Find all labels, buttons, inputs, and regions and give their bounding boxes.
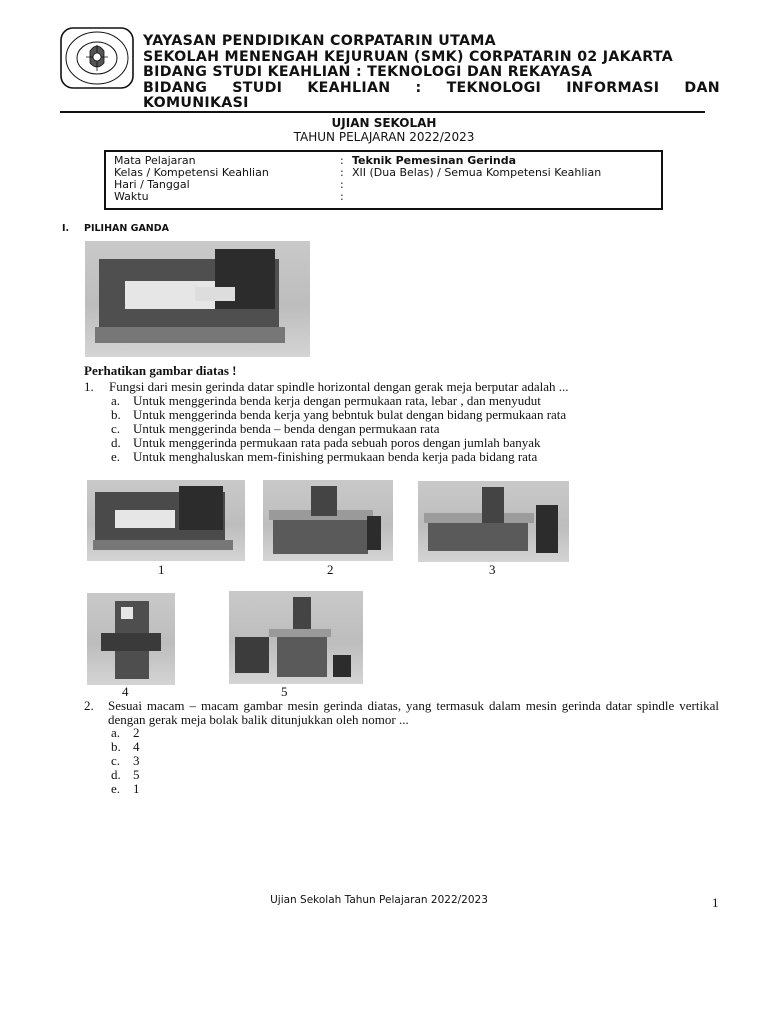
header-divider	[60, 111, 705, 113]
grinding-machine-photo-2	[263, 480, 393, 561]
question-2-number: 2.	[84, 698, 94, 713]
option-text: 4	[133, 739, 140, 754]
question-number: 1.	[84, 379, 94, 394]
option-text: Untuk menggerinda permukaan rata pada sebuah poros dengan jumlah banyak	[133, 435, 541, 450]
page-footer: Ujian Sekolah Tahun Pelajaran 2022/2023	[270, 894, 488, 906]
option-key: b.	[111, 739, 121, 754]
option-key: c.	[111, 421, 121, 436]
instruction-text: Perhatikan gambar diatas !	[84, 363, 237, 378]
header-word: INFORMASI	[566, 79, 660, 96]
option-text: 3	[133, 753, 140, 768]
option-key: d.	[111, 435, 121, 450]
question-2-text: Sesuai macam – macam gambar mesin gerinda diatas, yang termasuk dalam mesin gerinda datar spindle vertikal dengan gerak meja bolak balik ditunjukkan oleh nomor ...	[108, 698, 719, 728]
option-key: e.	[111, 449, 121, 464]
option-key: b.	[111, 407, 121, 422]
school-logo	[60, 27, 134, 89]
info-label: Hari / Tanggal	[114, 178, 190, 191]
option-text: 1	[133, 781, 140, 796]
image-number: 4	[122, 684, 129, 699]
section-heading	[62, 223, 169, 234]
info-colon: :	[340, 154, 344, 167]
grinding-machine-photo-main	[85, 241, 310, 357]
info-colon: :	[340, 166, 344, 179]
grinding-machine-photo-3	[418, 481, 569, 562]
option-text: 5	[133, 767, 140, 782]
header-line-school: SEKOLAH MENENGAH KEJURUAN (SMK) CORPATARIN 02 JAKARTA	[143, 48, 673, 65]
image-number: 1	[158, 562, 165, 577]
option-text: Untuk menggerinda benda kerja dengan permukaan rata, lebar , dan menyudut	[133, 393, 541, 408]
option-text: Untuk menggerinda benda – benda dengan permukaan rata	[133, 421, 440, 436]
info-label: Mata Pelajaran	[114, 154, 196, 167]
option-text: Untuk menggerinda benda kerja yang bebntuk bulat dengan bidang permukaan rata	[133, 407, 567, 422]
option-key: d.	[111, 767, 121, 782]
exam-year: TAHUN PELAJARAN 2022/2023	[293, 130, 475, 144]
info-value-class: XII (Dua Belas) / Semua Kompetensi Keahlian	[352, 166, 602, 179]
school-header	[143, 34, 720, 112]
section-number: I.	[62, 223, 70, 234]
header-line-field: BIDANG STUDI KEAHLIAN : TEKNOLOGI DAN REKAYASA	[143, 64, 593, 80]
info-label: Waktu	[114, 190, 149, 203]
grinding-machine-photo-1	[87, 480, 245, 561]
header-line-program	[143, 81, 720, 97]
header-word: TEKNOLOGI	[446, 79, 542, 96]
info-colon: :	[340, 190, 344, 203]
option-text: 2	[133, 725, 140, 740]
page-number: 1	[712, 895, 719, 910]
option-key: e.	[111, 781, 121, 796]
header-word: DAN	[684, 79, 720, 96]
option-text: Untuk menghaluskan mem-finishing permukaan benda kerja pada bidang rata	[133, 449, 538, 464]
exam-info-box	[104, 150, 663, 210]
image-number: 3	[489, 562, 496, 577]
image-number: 2	[327, 562, 334, 577]
question-text: Fungsi dari mesin gerinda datar spindle horizontal dengan gerak meja berputar adalah ...	[109, 379, 569, 394]
option-key: a.	[111, 725, 121, 740]
header-word: :	[415, 79, 422, 96]
header-word: BIDANG	[143, 79, 208, 96]
section-title: PILIHAN GANDA	[84, 223, 169, 234]
grinding-machine-photo-4	[87, 593, 175, 685]
option-key: c.	[111, 753, 121, 768]
header-line-foundation: YAYASAN PENDIDIKAN CORPATARIN UTAMA	[143, 33, 496, 49]
exam-title: UJIAN SEKOLAH	[331, 116, 437, 130]
grinding-machine-photo-5	[229, 591, 363, 684]
info-label: Kelas / Kompetensi Keahlian	[114, 166, 269, 179]
header-line-continuation: KOMUNIKASI	[143, 95, 249, 111]
option-key: a.	[111, 393, 121, 408]
header-word: STUDI	[232, 79, 283, 96]
info-colon: :	[340, 178, 344, 191]
info-value-subject: Teknik Pemesinan Gerinda	[352, 154, 517, 167]
image-number: 5	[281, 684, 288, 699]
header-word: KEAHLIAN	[307, 79, 391, 96]
